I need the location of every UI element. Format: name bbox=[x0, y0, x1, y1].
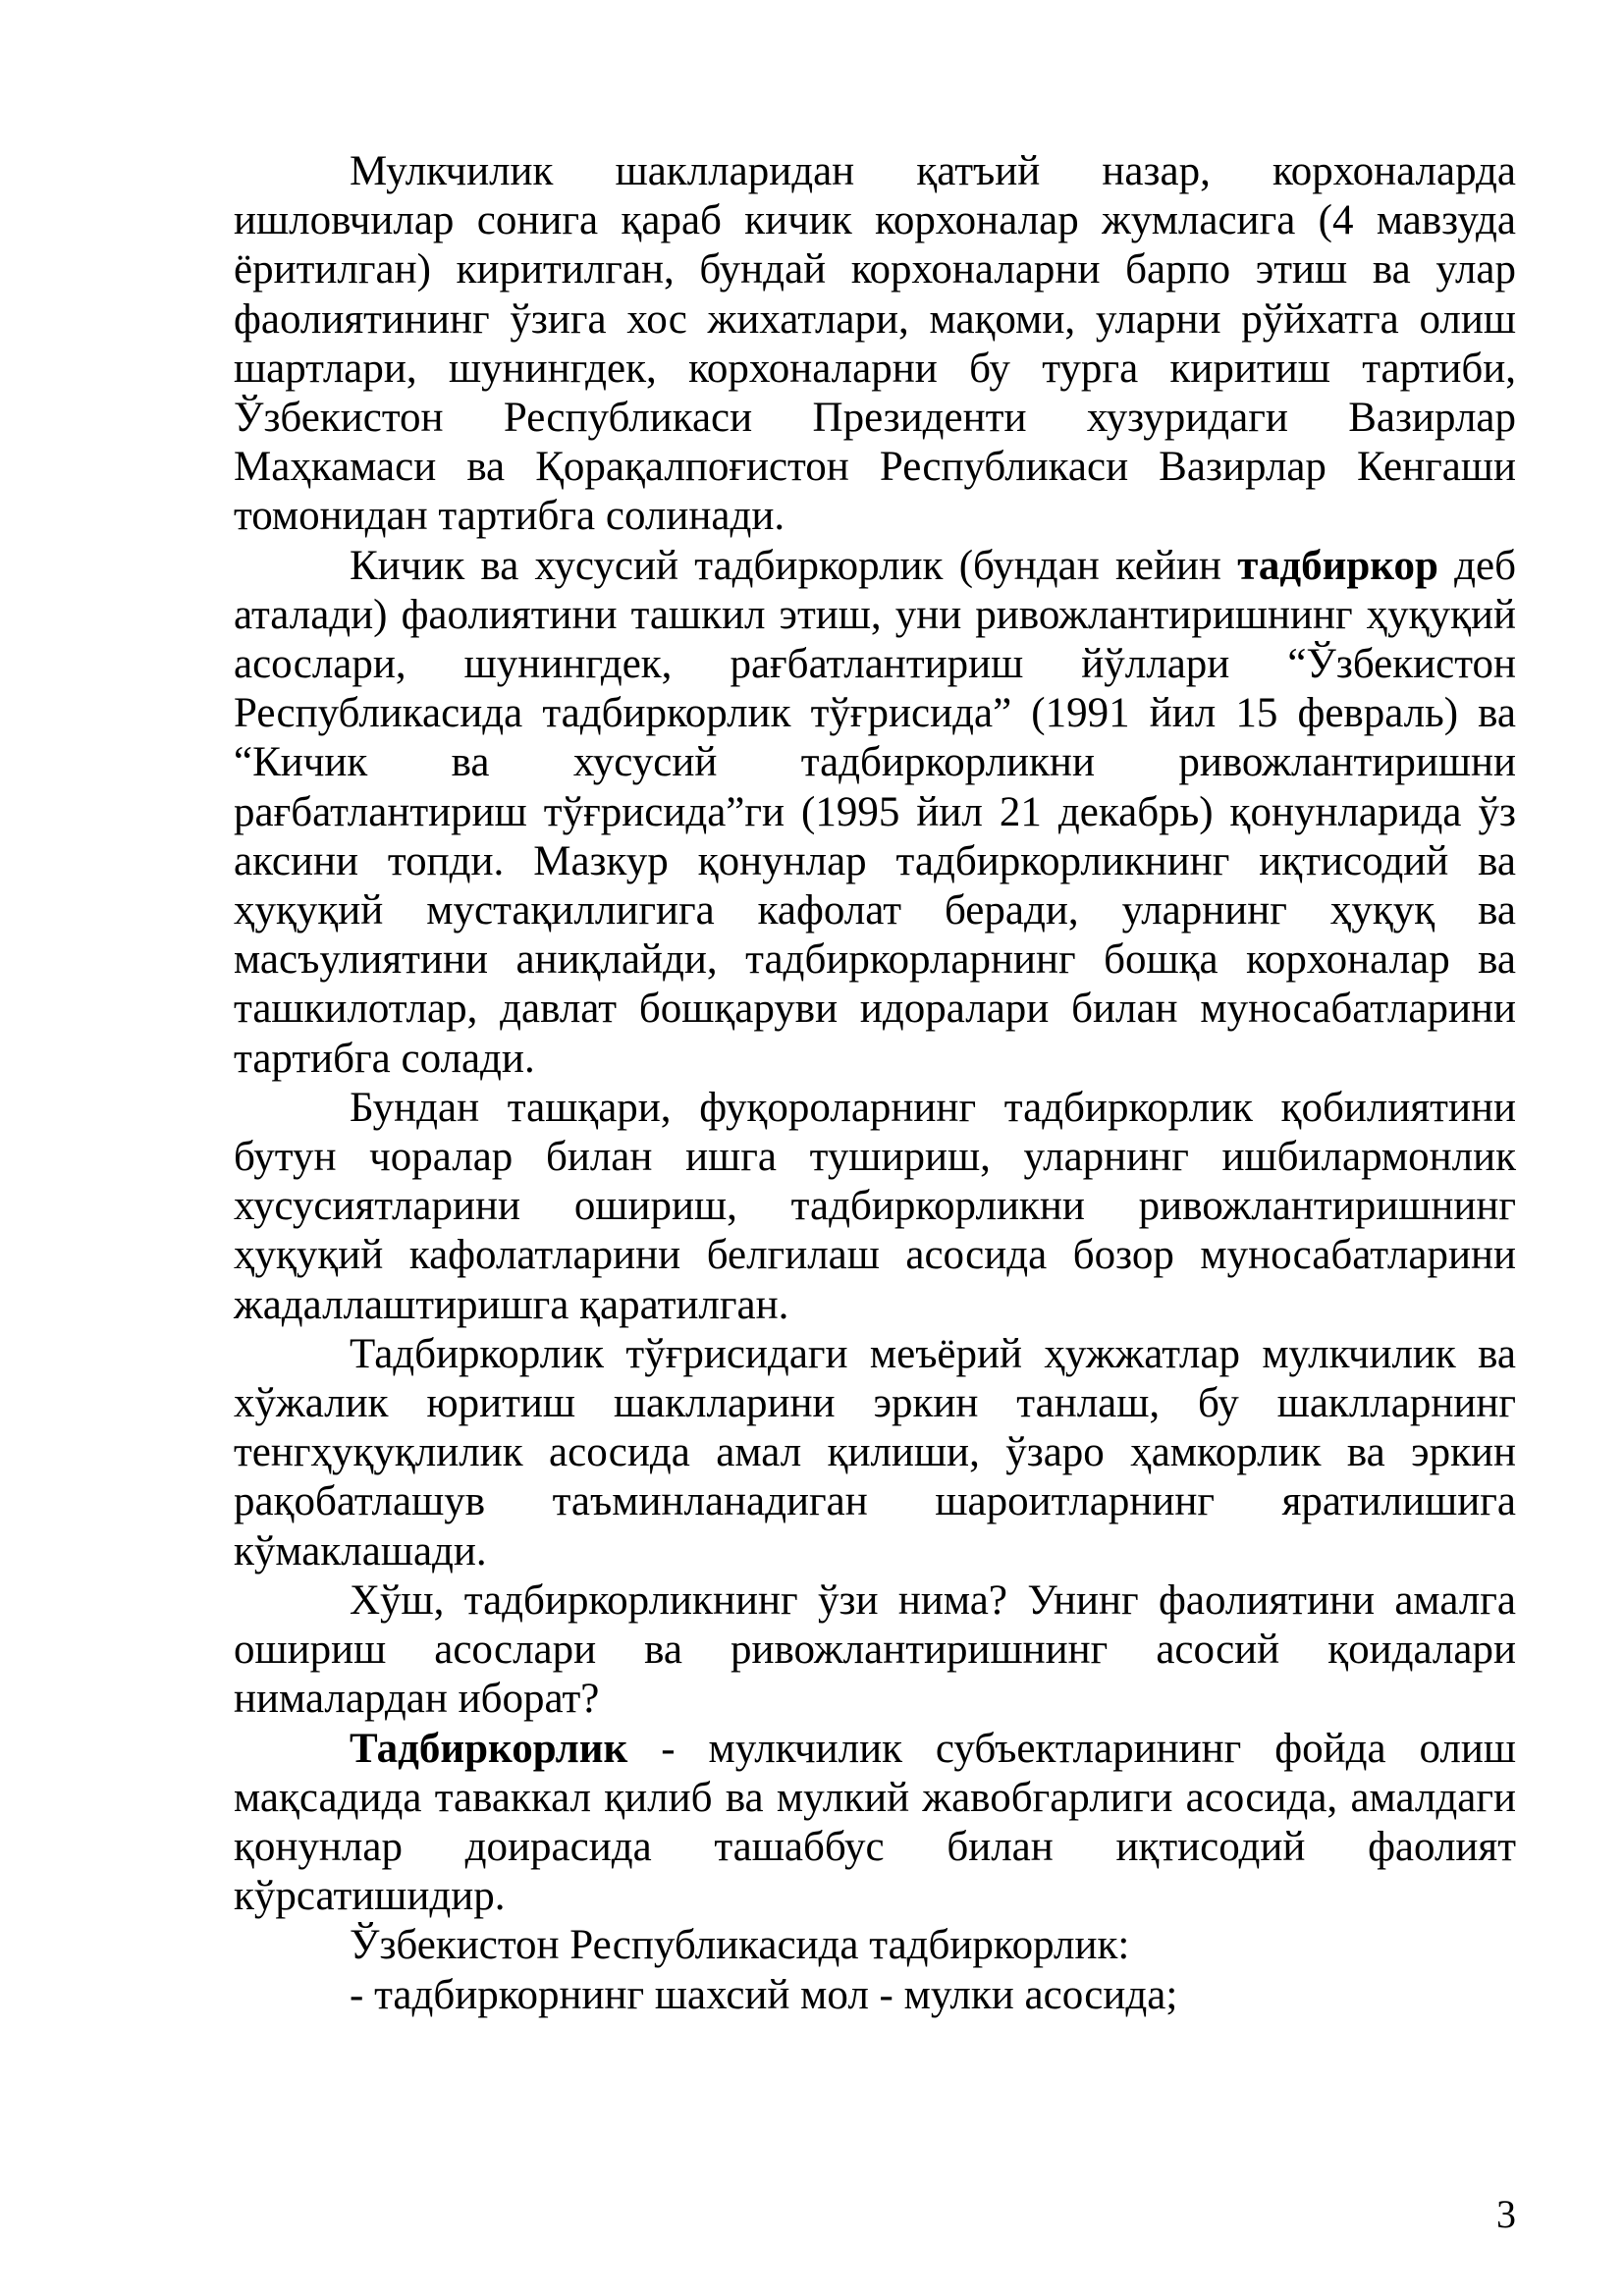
paragraph-7 bbox=[234, 1921, 1516, 1970]
paragraph-1-text: Мулкчилик шаклларидан қатъий назар, корхоналарда ишловчилар сонига қараб кичик корхоналар жумласига (4 мавзуда ёритилган) киритилган, бундай корхоналарни барпо этиш ва улар фаолиятининг ўзига хос жихатлари, мақоми, уларни рўйхатга олиш шартлари, шунингдек, корхоналарни бу турга киритиш тартиби, Ўзбекистон Республикаси Президенти хузуридаги Вазирлар Маҳкамаси ва Қорақалпоғистон Республикаси Вазирлар Кенгаши томонидан тартибга солинади. bbox=[234, 148, 1516, 540]
paragraph-2-text-start: Кичик ва хусусий тадбиркорлик (бундан кейин bbox=[350, 542, 1238, 589]
paragraph-2-text-end: деб аталади) фаолиятини ташкил этиш, уни ривожлантиришнинг ҳуқуқий асослари, шунингдек, рағбатлантириш йўллари “Ўзбекистон Республикасида тадбиркорлик тўғрисида” (1991 йил 15 февраль) ва “Кичик ва хусусий тадбиркорликни ривожлантиришни рағбатлантириш тўғрисида”ги (1995 йил 21 декабрь) қонунларида ўз аксини топди. Мазкур қонунлар тадбиркорликнинг иқтисодий ва ҳуқуқий мустақиллигига кафолат беради, уларнинг ҳуқуқ ва масъулиятини аниқлайди, тадбиркорларнинг бошқа корхоналар ва ташкилотлар, давлат бошқаруви идоралари билан муносабатларини тартибга солади. bbox=[234, 542, 1516, 1082]
list-item-1-text: - тадбиркорнинг шахсий мол - мулки асосида; bbox=[350, 1971, 1178, 2018]
paragraph-2 bbox=[234, 542, 1516, 1084]
list-item-1 bbox=[234, 1971, 1516, 2020]
body-text bbox=[234, 147, 1516, 2020]
page-number: 3 bbox=[1496, 2192, 1516, 2236]
paragraph-6-definition bbox=[234, 1725, 1516, 1922]
paragraph-1 bbox=[234, 147, 1516, 542]
paragraph-7-text: Ўзбекистон Республикасида тадбиркорлик: bbox=[350, 1922, 1130, 1969]
paragraph-4-text: Тадбиркорлик тўғрисидаги меъёрий ҳужжатлар мулкчилик ва хўжалик юритиш шаклларини эркин танлаш, бу шаклларнинг тенгҳуқуқлилик асосида амал қилиши, ўзаро ҳамкорлик ва эркин рақобатлашув таъминланадиган шароитларнинг яратилишига кўмаклашади. bbox=[234, 1330, 1516, 1575]
paragraph-5-text: Хўш, тадбиркорликнинг ўзи нима? Унинг фаолиятини амалга ошириш асослари ва ривожлантиришнинг асосий қоидалари нималардан иборат? bbox=[234, 1576, 1516, 1723]
paragraph-5 bbox=[234, 1576, 1516, 1725]
paragraph-3 bbox=[234, 1084, 1516, 1330]
paragraph-3-text: Бундан ташқари, фуқороларнинг тадбиркорлик қобилиятини бутун чоралар билан ишга тушириш, уларнинг ишбилармонлик хусусиятларини ошириш, тадбиркорликни ривожлантиришнинг ҳуқуқий кафолатларини белгилаш асосида бозор муносабатларини жадаллаштиришга қаратилган. bbox=[234, 1084, 1516, 1328]
paragraph-4 bbox=[234, 1330, 1516, 1576]
definition-term: Тадбиркорлик bbox=[350, 1725, 628, 1772]
paragraph-2-bold-term: тадбиркор bbox=[1237, 542, 1438, 589]
definition-text: - мулкчилик субъектларининг фойда олиш мақсадида таваккал қилиб ва мулкий жавобгарлиги асосида, амалдаги қонунлар доирасида ташаббус билан иқтисодий фаолият кўрсатишидир. bbox=[234, 1725, 1516, 1920]
